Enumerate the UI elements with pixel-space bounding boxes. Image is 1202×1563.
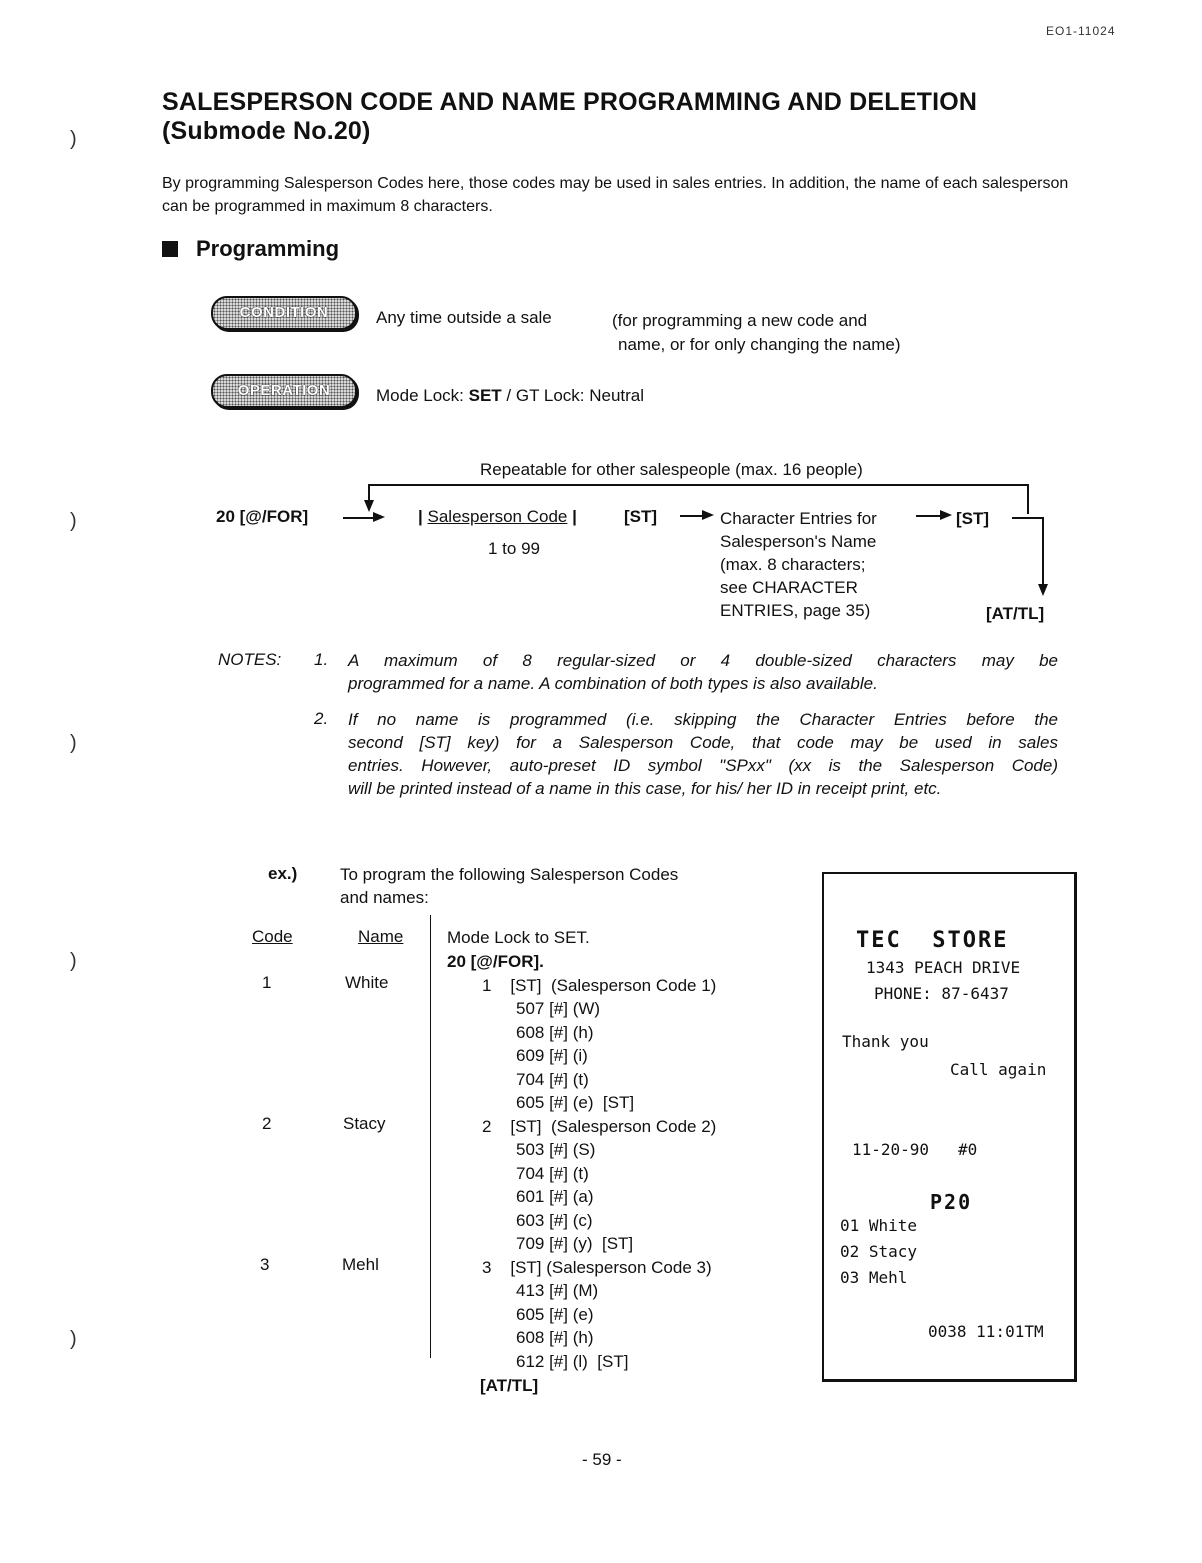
example-label: ex.) [268, 864, 298, 883]
condition-badge: CONDITION [211, 296, 357, 330]
step-line: 1 [ST] (Salesperson Code 1) [482, 976, 717, 995]
row-code: 1 [262, 973, 272, 992]
row-name: Stacy [343, 1114, 386, 1133]
title-line-2: (Submode No.20) [162, 117, 371, 145]
code-range: 1 to 99 [488, 539, 540, 558]
char-line: Character Entries for [720, 509, 877, 528]
mode-line: Mode Lock to SET. [447, 928, 590, 947]
char-line: see CHARACTER [720, 578, 858, 597]
repeat-loop-line [368, 484, 1028, 486]
note-1 [348, 649, 1058, 695]
receipt-header: P20 [930, 1190, 973, 1214]
operation-prefix: Mode Lock: [376, 386, 469, 405]
receipt-store: TEC STORE [856, 928, 1009, 953]
operation-mode: SET [468, 386, 502, 405]
row-code: 3 [260, 1255, 270, 1274]
salesperson-code-box [418, 505, 577, 528]
arrow-down-icon [1038, 584, 1048, 596]
condition-text: Any time outside a sale [376, 308, 552, 327]
receipt-address: 1343 PEACH DRIVE [866, 958, 1021, 977]
condition-note-2: name, or for only changing the name) [618, 335, 901, 354]
step-line: 603 [#] (c) [516, 1211, 593, 1230]
step-line: 507 [#] (W) [516, 999, 601, 1018]
arrow-line [680, 515, 704, 517]
step-line: 413 [#] (M) [516, 1281, 599, 1300]
arrow-down-icon [364, 500, 374, 512]
char-line: ENTRIES, page 35) [720, 601, 871, 620]
receipt-line: 03 Mehl [840, 1268, 908, 1287]
step-line: 704 [#] (t) [516, 1070, 589, 1089]
page-number: - 59 - [582, 1450, 622, 1469]
example-desc-line: To program the following Salesperson Codes [340, 865, 679, 884]
salesperson-code-label: Salesperson Code [427, 507, 568, 526]
receipt-phone: PHONE: 87-6437 [874, 984, 1009, 1003]
start-line: 20 [@/FOR]. [447, 952, 544, 971]
repeat-loop-right [1027, 484, 1029, 514]
arrow-right-icon [702, 510, 714, 520]
arrow-line [1012, 517, 1042, 519]
note-line: A maximum of 8 regular-sized or 4 double-sized characters may be [348, 651, 1058, 670]
note-line: second [ST] key) for a Salesperson Code, that code may be used in sales [348, 733, 1058, 752]
intro-paragraph: By programming Salesperson Codes here, those codes may be used in sales entries. In addition, the name of each salesperson can be programmed in maximum 8 characters. [162, 175, 1069, 215]
notes-label: NOTES: [218, 650, 282, 669]
step-line: 704 [#] (t) [516, 1164, 589, 1183]
column-divider [430, 915, 431, 1358]
receipt-call: Call again [950, 1060, 1047, 1079]
row-code: 2 [262, 1114, 272, 1133]
margin-mark: ) [70, 1328, 77, 1350]
char-line: Salesperson's Name [720, 532, 877, 551]
down-line [1042, 517, 1044, 589]
column-name: Name [358, 927, 404, 946]
section-heading [162, 236, 339, 262]
margin-mark: ) [70, 128, 77, 150]
step-line: 601 [#] (a) [516, 1187, 594, 1206]
box-left: | [418, 507, 423, 526]
operation-text [376, 384, 644, 407]
condition-note-1: (for programming a new code and [612, 311, 868, 330]
arrow-right-icon [940, 510, 952, 520]
end-line: [AT/TL] [480, 1376, 539, 1395]
note-line: will be printed instead of a name in this case, for his/ her ID in receipt print, etc. [348, 779, 942, 798]
example-desc [340, 863, 678, 909]
step-line: 608 [#] (h) [516, 1023, 594, 1042]
square-bullet-icon [162, 241, 178, 257]
step-line: 608 [#] (h) [516, 1328, 594, 1347]
box-right: | [572, 507, 577, 526]
column-code: Code [252, 927, 293, 946]
arrow-right-icon [373, 512, 385, 522]
step-line: 709 [#] (y) [ST] [516, 1234, 634, 1253]
note-line: If no name is programmed (i.e. skipping the Character Entries before the [348, 710, 1058, 729]
operation-badge: OPERATION [211, 374, 357, 408]
end-key: [AT/TL] [986, 604, 1045, 623]
char-entries [720, 507, 877, 622]
step-line: 605 [#] (e) [516, 1305, 594, 1324]
receipt [822, 872, 1077, 1382]
note-1-number: 1. [314, 650, 329, 669]
title-line-1: SALESPERSON CODE AND NAME PROGRAMMING AND DELETION [162, 88, 978, 116]
step-line: 609 [#] (i) [516, 1046, 588, 1065]
operation-gt: GT Lock: Neutral [515, 386, 645, 405]
step-line: 605 [#] (e) [ST] [516, 1093, 635, 1112]
step-line: 2 [ST] (Salesperson Code 2) [482, 1117, 717, 1136]
step-line: 3 [ST] (Salesperson Code 3) [482, 1258, 712, 1277]
row-name: Mehl [342, 1255, 379, 1274]
margin-mark: ) [70, 950, 77, 972]
receipt-footer: 0038 11:01TM [928, 1322, 1044, 1341]
receipt-thanks: Thank you [842, 1032, 929, 1051]
st-key-2: [ST] [956, 509, 990, 528]
repeat-label: Repeatable for other salespeople (max. 16 people) [480, 460, 863, 479]
section-title: Programming [196, 236, 340, 261]
note-line: programmed for a name. A combination of both types is also available. [348, 674, 878, 693]
step-line: 503 [#] (S) [516, 1140, 596, 1159]
margin-mark: ) [70, 510, 77, 532]
note-2 [348, 708, 1058, 800]
page-title [162, 88, 977, 146]
operation-separator: / [501, 386, 516, 405]
arrow-line [343, 517, 373, 519]
receipt-date: 11-20-90 #0 [852, 1140, 978, 1159]
margin-mark: ) [70, 732, 77, 754]
start-key: 20 [@/FOR] [216, 507, 309, 526]
arrow-line [916, 515, 942, 517]
char-line: (max. 8 characters; [720, 555, 866, 574]
step-line: 612 [#] (l) [ST] [516, 1352, 629, 1371]
receipt-line: 02 Stacy [840, 1242, 918, 1261]
document-id: EO1-11024 [1046, 24, 1116, 38]
row-name: White [345, 973, 389, 992]
st-key-1: [ST] [624, 507, 658, 526]
example-desc-line: and names: [340, 888, 429, 907]
note-2-number: 2. [314, 709, 329, 728]
receipt-line: 01 White [840, 1216, 918, 1235]
note-line: entries. However, auto-preset ID symbol "SPxx" (xx is the Salesperson Code) [348, 756, 1058, 775]
